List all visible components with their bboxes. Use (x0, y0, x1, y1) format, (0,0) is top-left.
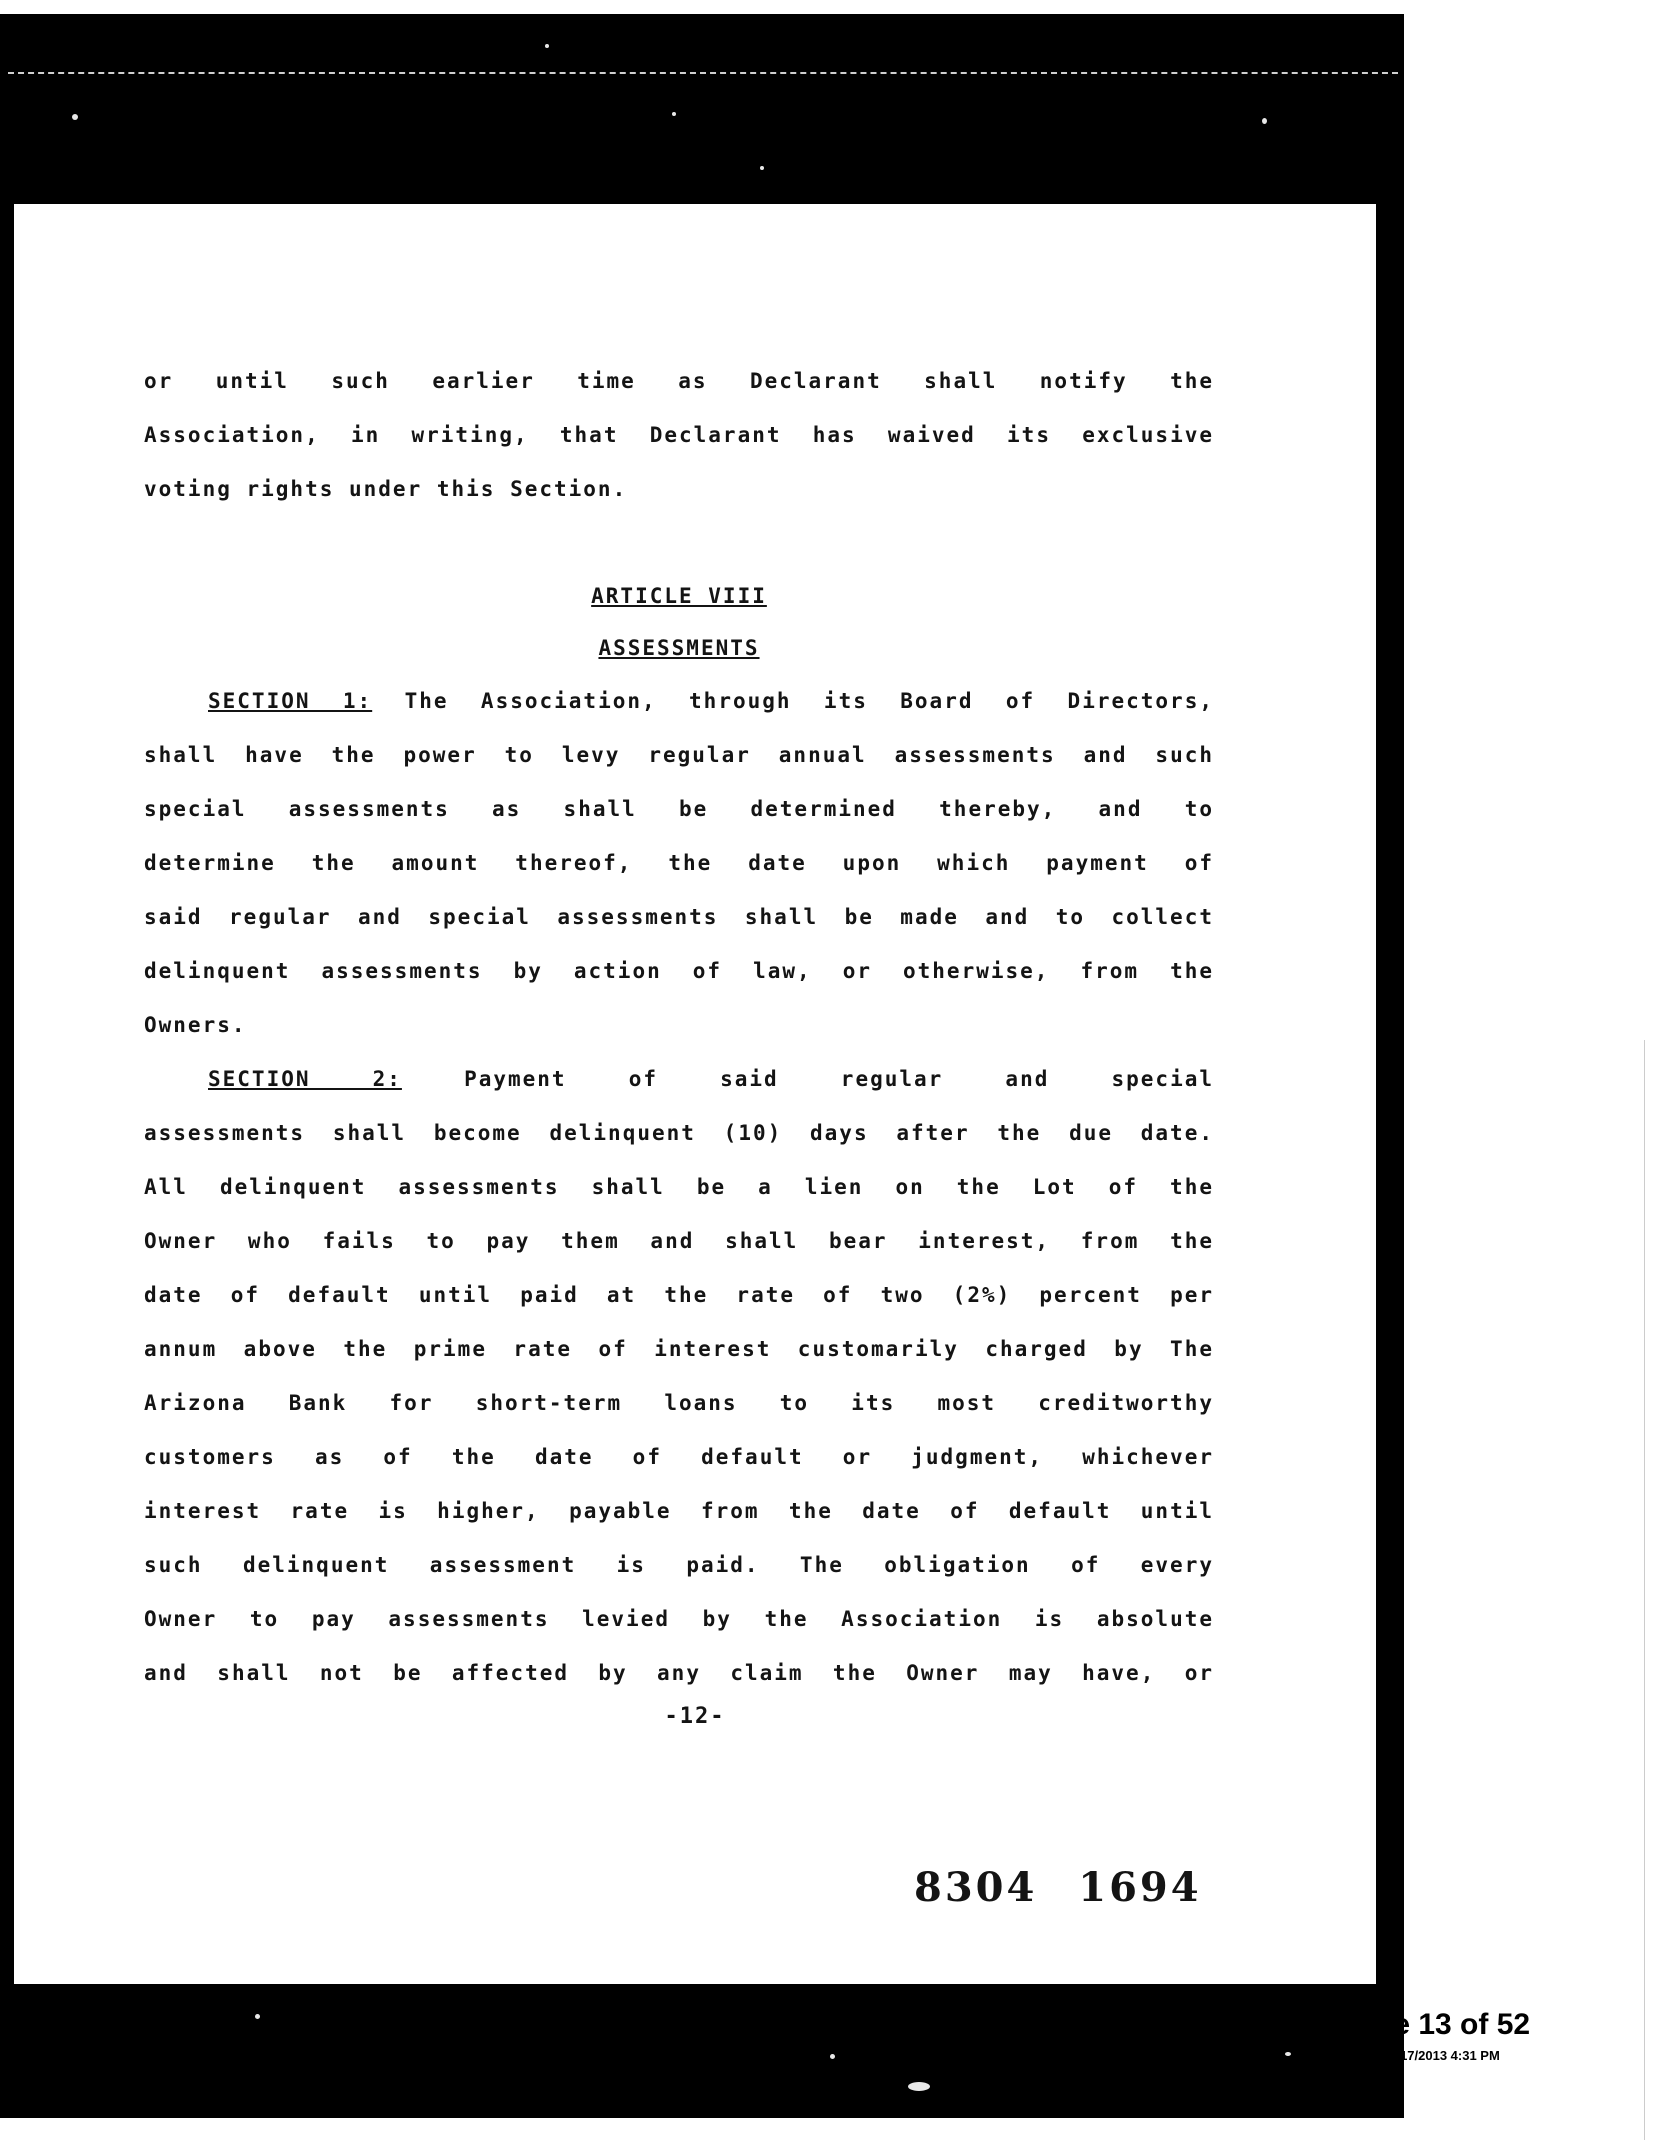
section-line: interest rate is higher, payable from the date of default until (144, 1499, 1214, 1523)
scan-speck (1285, 2052, 1291, 2056)
scan-speck (672, 112, 676, 116)
section-line: such delinquent assessment is paid. The obligation of every (144, 1553, 1214, 1577)
section-line: shall have the power to levy regular annual assessments and such (144, 743, 1214, 767)
section-line: Owner who fails to pay them and shall bear interest, from the (144, 1229, 1214, 1253)
section-line: special assessments as shall be determined thereby, and to (144, 797, 1214, 821)
section-line: All delinquent assessments shall be a lien on the Lot of the (144, 1175, 1214, 1199)
section-line: and shall not be affected by any claim the Owner may have, or (144, 1661, 1214, 1685)
scan-speck (72, 114, 78, 120)
page-number: -12- (664, 1704, 726, 1729)
timestamp: 07/17/2013 4:31 PM (1382, 2048, 1500, 2063)
section-text: Payment of said regular and special (464, 1067, 1214, 1091)
section-line: delinquent assessments by action of law, or otherwise, from the (144, 959, 1214, 983)
scan-speck (760, 166, 764, 170)
scan-speck (830, 2054, 835, 2059)
section-line: Arizona Bank for short-term loans to its most creditworthy (144, 1391, 1214, 1415)
section-line (144, 1052, 1214, 1106)
scan-frame (0, 14, 1404, 2118)
section-label: SECTION 1: (208, 689, 373, 713)
section-line: Owner to pay assessments levied by the Association is absolute (144, 1607, 1214, 1631)
article-heading: ARTICLE VIII (591, 584, 767, 608)
article-title: ASSESSMENTS (598, 636, 760, 660)
paragraph-line: Association, in writing, that Declarant has waived its exclusive (144, 423, 1214, 447)
section-line: annum above the prime rate of interest customarily charged by The (144, 1337, 1214, 1361)
paragraph-line: voting rights under this Section. (144, 477, 628, 501)
section-text: The Association, through its Board of Directors, (404, 689, 1214, 713)
scan-border-rule (8, 72, 1398, 74)
section-line (144, 674, 1214, 728)
viewer-edge-rule (1644, 1040, 1645, 2140)
page-indicator: ge 13 of 52 (1375, 2008, 1531, 2041)
scan-speck (908, 2082, 930, 2091)
section-line: assessments shall become delinquent (10) days after the due date. (144, 1121, 1214, 1145)
section-line: date of default until paid at the rate of two (2%) percent per (144, 1283, 1214, 1307)
section-line: Owners. (144, 1013, 247, 1037)
document-body (144, 354, 1214, 1700)
section-line: said regular and special assessments shall be made and to collect (144, 905, 1214, 929)
scan-speck (545, 44, 549, 48)
record-number: 8304 1694 (914, 1864, 1202, 1911)
paragraph-line: or until such earlier time as Declarant shall notify the (144, 369, 1214, 393)
scan-speck (1262, 118, 1267, 124)
section-label: SECTION 2: (208, 1067, 402, 1091)
section-line: determine the amount thereof, the date upon which payment of (144, 851, 1214, 875)
section-line: customers as of the date of default or judgment, whichever (144, 1445, 1214, 1469)
document-page (14, 204, 1376, 1984)
scan-speck (255, 2014, 260, 2019)
